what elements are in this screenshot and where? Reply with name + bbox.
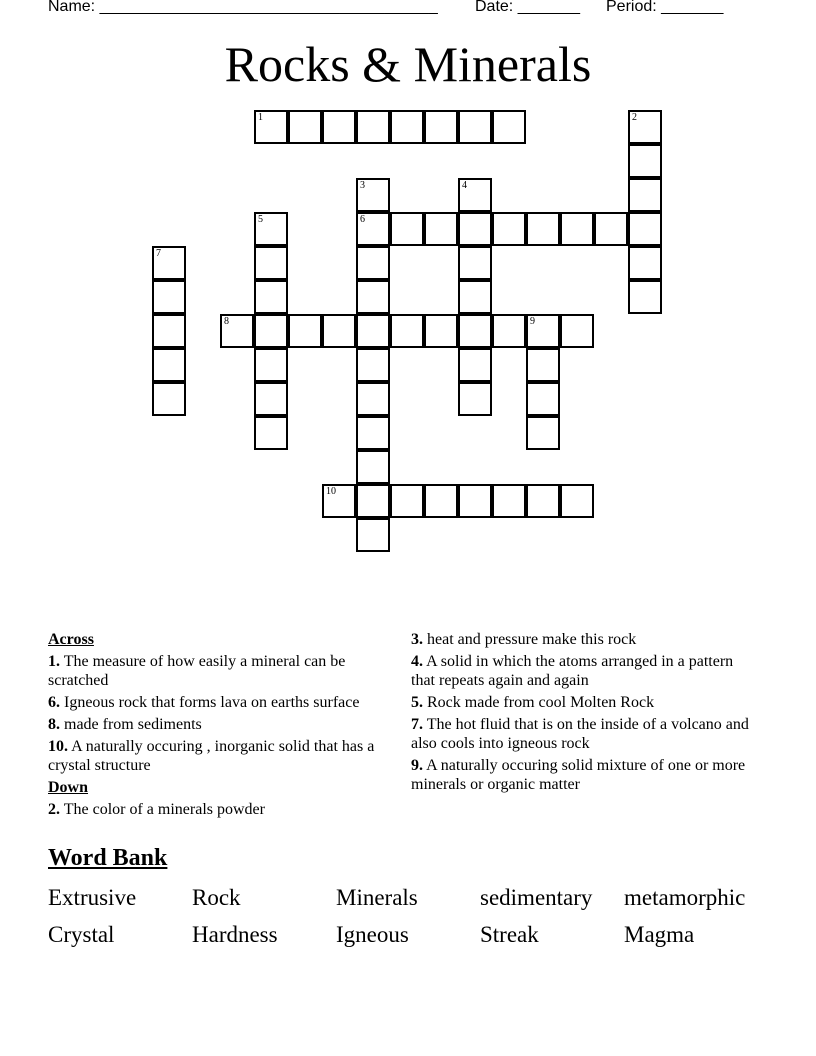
- clue-across-1: 1. The measure of how easily a mineral can be scratched: [48, 653, 346, 689]
- word-bank-word: Hardness: [192, 922, 278, 947]
- crossword-cell[interactable]: [254, 212, 288, 246]
- crossword-cell[interactable]: [220, 314, 254, 348]
- clue-down-7: 7. The hot fluid that is on the inside of a volcano and also cools into igneous rock: [411, 716, 749, 752]
- clue-number: 4: [462, 180, 467, 191]
- crossword-cell[interactable]: [560, 484, 594, 518]
- word-bank-word: Minerals: [336, 885, 418, 910]
- clue-across-10: 10. A naturally occuring , inorganic solid that has a crystal structure: [48, 738, 375, 774]
- crossword-cell[interactable]: [152, 246, 186, 280]
- word-bank-word: Extrusive: [48, 885, 137, 910]
- crossword-cell[interactable]: [254, 280, 288, 314]
- crossword-cell[interactable]: [356, 484, 390, 518]
- crossword-cell[interactable]: [254, 246, 288, 280]
- crossword-cell[interactable]: [492, 212, 526, 246]
- crossword-cell[interactable]: [322, 110, 356, 144]
- crossword-cell[interactable]: [458, 348, 492, 382]
- down-heading: Down: [48, 779, 89, 796]
- crossword-cell[interactable]: [560, 314, 594, 348]
- word-bank-title: Word Bank: [48, 845, 168, 871]
- clue-number: 6: [360, 214, 365, 225]
- crossword-cell[interactable]: [526, 416, 560, 450]
- crossword-cell[interactable]: [356, 212, 390, 246]
- crossword-cell[interactable]: [254, 110, 288, 144]
- crossword-cell[interactable]: [356, 178, 390, 212]
- across-heading: Across: [48, 631, 94, 648]
- crossword-cell[interactable]: [356, 246, 390, 280]
- crossword-cell[interactable]: [390, 110, 424, 144]
- clue-down-4: 4. A solid in which the atoms arranged in a pattern that repeats again and again: [411, 653, 734, 689]
- crossword-cell[interactable]: [458, 178, 492, 212]
- crossword-cell[interactable]: [356, 518, 390, 552]
- clue-number: 8: [224, 316, 229, 327]
- clue-down-2: 2. The color of a minerals powder: [48, 801, 265, 818]
- clues-right-column: [411, 630, 756, 797]
- crossword-cell[interactable]: [628, 144, 662, 178]
- clue-down-5: 5. Rock made from cool Molten Rock: [411, 694, 655, 711]
- crossword-cell[interactable]: [594, 212, 628, 246]
- clue-down-9: 9. A naturally occuring solid mixture of one or more minerals or organic matter: [411, 757, 746, 793]
- crossword-cell[interactable]: [390, 484, 424, 518]
- page-title: Rocks & Minerals: [224, 36, 592, 92]
- crossword-cell[interactable]: [356, 314, 390, 348]
- crossword-cell[interactable]: [492, 484, 526, 518]
- crossword-cell[interactable]: [424, 110, 458, 144]
- crossword-cell[interactable]: [526, 314, 560, 348]
- crossword-cell[interactable]: [152, 382, 186, 416]
- crossword-cell[interactable]: [322, 314, 356, 348]
- name-field[interactable]: Name: ______________________________________: [48, 0, 438, 15]
- crossword-cell[interactable]: [492, 110, 526, 144]
- clue-across-8: 8. made from sediments: [48, 716, 202, 733]
- clue-across-6: 6. Igneous rock that forms lava on earths surface: [48, 694, 360, 711]
- crossword-cell[interactable]: [424, 212, 458, 246]
- crossword-cell[interactable]: [492, 314, 526, 348]
- crossword-cell[interactable]: [458, 314, 492, 348]
- crossword-cell[interactable]: [424, 314, 458, 348]
- crossword-cell[interactable]: [356, 382, 390, 416]
- word-bank-word: Magma: [624, 922, 695, 947]
- clue-number: 5: [258, 214, 263, 225]
- crossword-cell[interactable]: [152, 314, 186, 348]
- period-field[interactable]: Period: _______: [606, 0, 724, 15]
- clues-left-column: [48, 630, 393, 822]
- crossword-cell[interactable]: [526, 212, 560, 246]
- crossword-cell[interactable]: [356, 348, 390, 382]
- word-bank-word: metamorphic: [624, 885, 746, 910]
- clue-number: 9: [530, 316, 535, 327]
- crossword-cell[interactable]: [526, 348, 560, 382]
- crossword-cell[interactable]: [356, 416, 390, 450]
- clue-down-3: 3. heat and pressure make this rock: [411, 631, 637, 648]
- clue-number: 1: [258, 112, 263, 123]
- crossword-cell[interactable]: [628, 280, 662, 314]
- word-bank-word: Igneous: [336, 922, 409, 947]
- crossword-cell[interactable]: [560, 212, 594, 246]
- crossword-cell[interactable]: [152, 348, 186, 382]
- crossword-cell[interactable]: [254, 382, 288, 416]
- crossword-cell[interactable]: [458, 110, 492, 144]
- crossword-cell[interactable]: [288, 314, 322, 348]
- crossword-cell[interactable]: [628, 246, 662, 280]
- crossword-cell[interactable]: [458, 484, 492, 518]
- crossword-cell[interactable]: [458, 280, 492, 314]
- crossword-cell[interactable]: [458, 246, 492, 280]
- crossword-cell[interactable]: [628, 178, 662, 212]
- crossword-cell[interactable]: [254, 416, 288, 450]
- clue-number: 2: [632, 112, 637, 123]
- crossword-cell[interactable]: [356, 110, 390, 144]
- clue-number: 10: [326, 486, 336, 497]
- word-bank-word: sedimentary: [480, 885, 593, 910]
- crossword-cell[interactable]: [628, 110, 662, 144]
- clue-number: 3: [360, 180, 365, 191]
- crossword-cell[interactable]: [526, 382, 560, 416]
- crossword-cell[interactable]: [526, 484, 560, 518]
- word-bank-word: Crystal: [48, 922, 115, 947]
- crossword-cell[interactable]: [254, 314, 288, 348]
- crossword-cell[interactable]: [254, 348, 288, 382]
- crossword-cell[interactable]: [390, 212, 424, 246]
- crossword-cell[interactable]: [288, 110, 322, 144]
- crossword-cell[interactable]: [458, 212, 492, 246]
- crossword-cell[interactable]: [356, 450, 390, 484]
- word-bank-word: Streak: [480, 922, 539, 947]
- crossword-cell[interactable]: [390, 314, 424, 348]
- crossword-cell[interactable]: [424, 484, 458, 518]
- crossword-cell[interactable]: [322, 484, 356, 518]
- crossword-cell[interactable]: [152, 280, 186, 314]
- crossword-cell[interactable]: [458, 382, 492, 416]
- crossword-cell[interactable]: [356, 280, 390, 314]
- date-field[interactable]: Date: _______: [475, 0, 580, 15]
- crossword-cell[interactable]: [628, 212, 662, 246]
- clue-number: 7: [156, 248, 161, 259]
- word-bank-word: Rock: [192, 885, 241, 910]
